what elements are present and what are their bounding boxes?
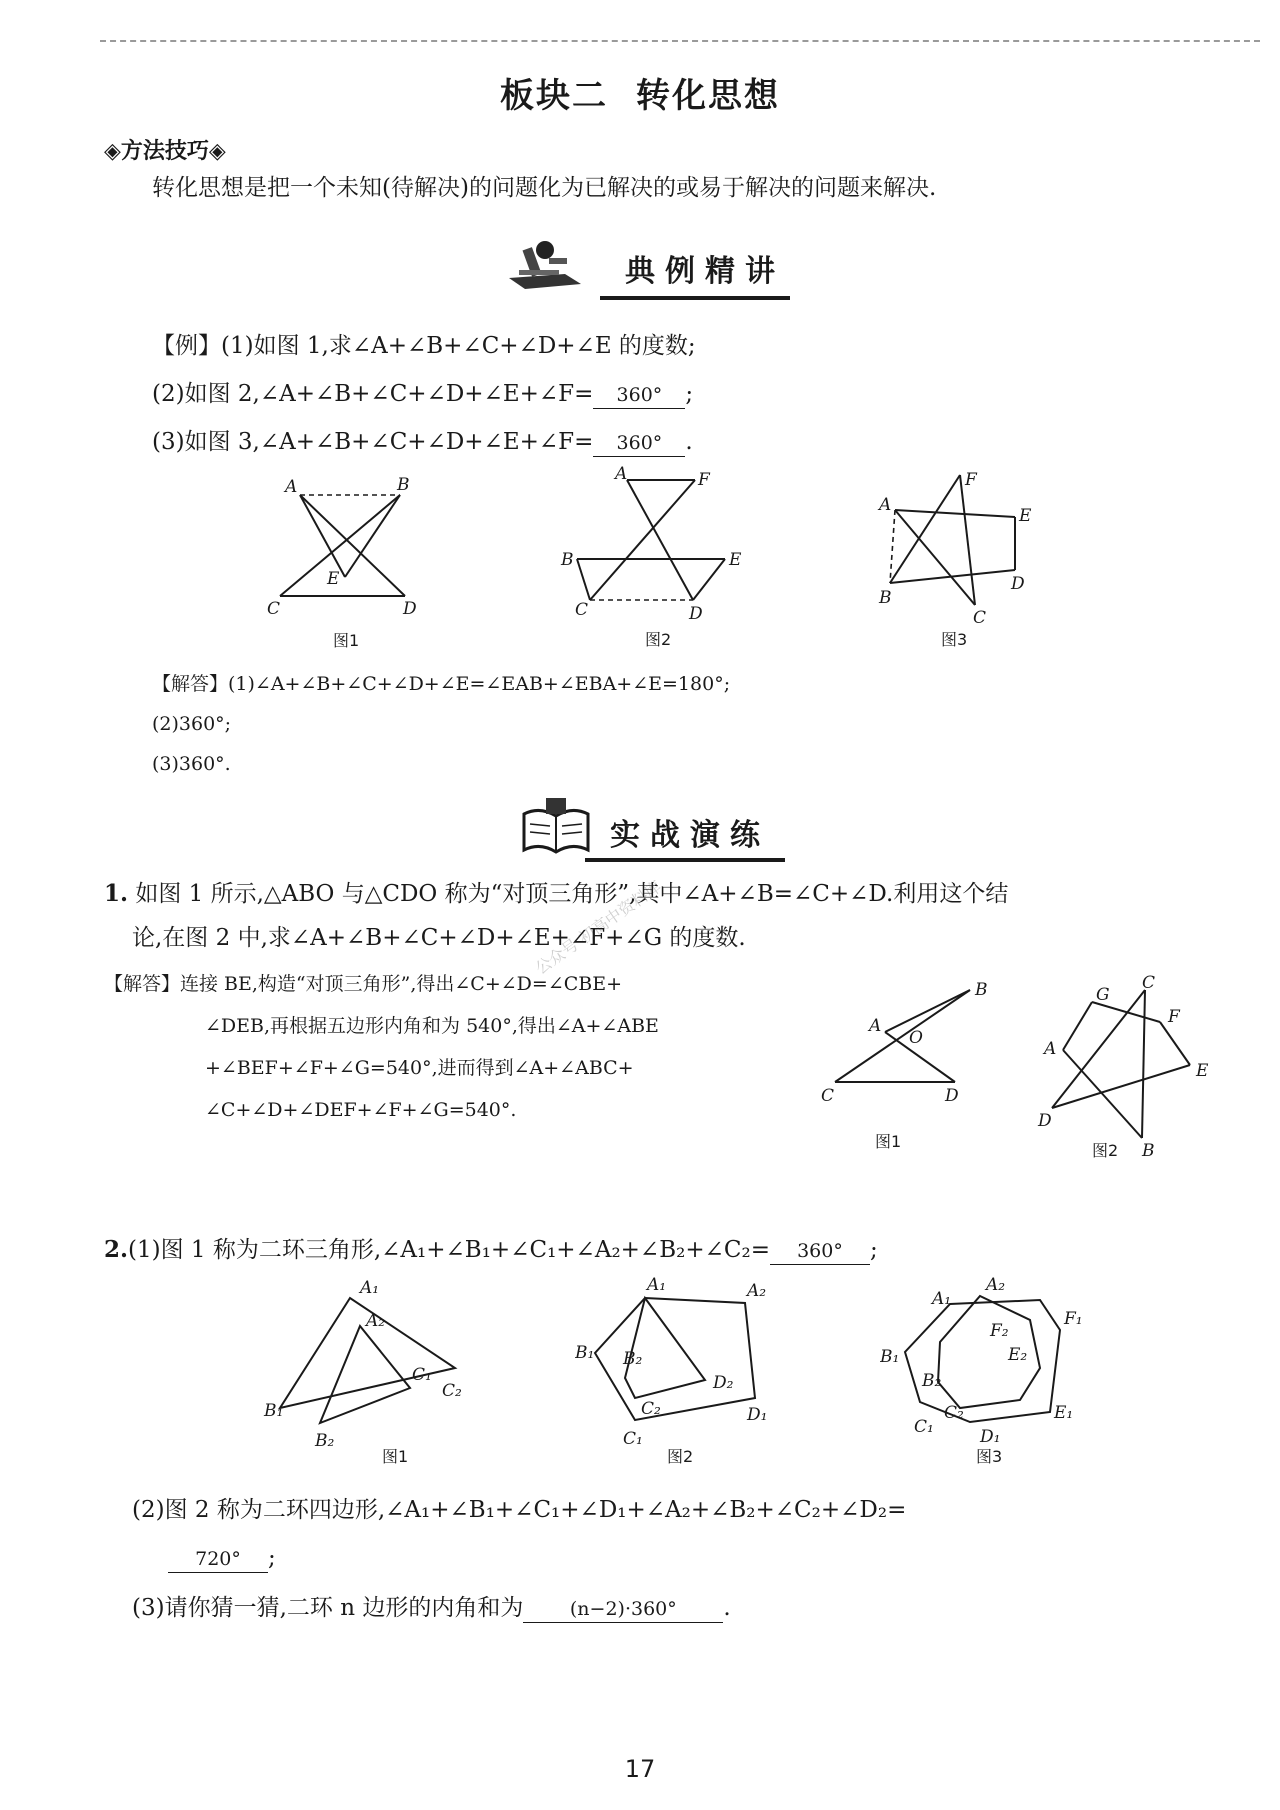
q2-fig2-label-c1: C₁	[623, 1429, 643, 1449]
example-question-3	[152, 426, 693, 458]
example-q3-answer: 360°	[593, 430, 685, 457]
question-1-line-1	[104, 878, 1008, 910]
q1-solution-line-4: ∠C+∠D+∠DEF+∠F+∠G=540°.	[205, 1099, 517, 1121]
top-dashed-rule	[100, 40, 1260, 42]
q2-fig3-label-b1: B₁	[880, 1347, 900, 1367]
q1-figure-2	[1037, 973, 1209, 1161]
q2-fig1-label-b2: B₂	[315, 1431, 335, 1451]
q2-fig2-label-a1: A₁	[647, 1275, 667, 1295]
microscope-icon	[505, 234, 585, 290]
fig3-label-d: D	[1011, 574, 1025, 594]
q2-fig3-label-f1: F₁	[1064, 1309, 1083, 1329]
q2-fig1-label-b1: B₁	[264, 1401, 284, 1421]
q2-fig1-caption: 图1	[382, 1447, 409, 1466]
example-q2-answer: 360°	[593, 382, 685, 409]
example-q3-suffix: .	[685, 429, 693, 455]
banner-title-examples: 典例精讲	[625, 254, 785, 289]
fig1-label-e: E	[327, 569, 340, 589]
q1-fig1-label-d: D	[945, 1086, 959, 1106]
example-q2-prefix: (2)如图 2,∠A+∠B+∠C+∠D+∠E+∠F=	[152, 381, 594, 407]
example-solution-line-3: (3)360°.	[152, 753, 231, 775]
question-2-part-2-suffix: ;	[268, 1545, 276, 1571]
example-figure-3	[877, 470, 1032, 649]
fig1-label-d: D	[403, 599, 417, 619]
method-text: 转化思想是把一个未知(待解决)的问题化为已解决的或易于解决的问题来解决.	[152, 175, 937, 201]
q2-fig2-label-b1: B₁	[575, 1343, 595, 1363]
section-title-part1: 板块二	[500, 76, 608, 116]
q2-fig2-label-a2: A₂	[747, 1281, 767, 1301]
fig2-label-d: D	[689, 604, 703, 624]
method-label: ◈方法技巧◈	[104, 138, 226, 164]
q1-fig1-caption: 图1	[875, 1132, 902, 1151]
fig2-caption: 图2	[645, 630, 672, 649]
example-solution-line-1: 【解答】(1)∠A+∠B+∠C+∠D+∠E=∠EAB+∠EBA+∠E=180°;	[152, 673, 731, 695]
q1-fig2-label-f: F	[1168, 1007, 1180, 1027]
section-title	[0, 68, 1280, 117]
question-1-text-1: 如图 1 所示,△ABO 与△CDO 称为“对顶三角形”,其中∠A+∠B=∠C+∠D.利用这个结	[135, 881, 1009, 907]
fig3-label-a: A	[879, 495, 892, 515]
fig1-label-c: C	[267, 599, 281, 619]
q1-fig2-label-c: C	[1142, 973, 1156, 993]
q1-fig1-label-o: O	[909, 1028, 923, 1048]
q2-figure-1	[263, 1278, 462, 1466]
example-solution-line-2: (2)360°;	[152, 713, 232, 735]
q2-fig2-caption: 图2	[667, 1447, 694, 1466]
q2-fig2-label-d2: D₂	[713, 1373, 734, 1393]
q1-fig2-label-g: G	[1096, 985, 1110, 1005]
question-2-part-1	[104, 1234, 878, 1266]
q2-fig3-label-e1: E₁	[1054, 1403, 1074, 1423]
q1-figure-1	[821, 980, 988, 1151]
example-figure-1	[255, 470, 445, 660]
fig2-label-f: F	[698, 470, 710, 490]
fig2-label-c: C	[575, 600, 589, 620]
q1-fig1-label-c: C	[821, 1086, 835, 1106]
q2-fig2-label-b2: B₂	[623, 1349, 643, 1369]
fig1-caption: 图1	[333, 631, 360, 650]
banner-title-practice: 实战演练	[610, 818, 770, 853]
question-2-part-3-answer: (n−2)·360°	[523, 1596, 723, 1623]
banner-underline	[600, 296, 790, 300]
question-2-part-3-suffix: .	[723, 1595, 731, 1621]
q1-fig2-caption: 图2	[1092, 1141, 1119, 1160]
fig3-label-f: F	[965, 470, 977, 490]
q2-fig3-label-c2: C₂	[944, 1403, 964, 1423]
example-question-2	[152, 378, 693, 410]
q2-fig3-label-c1: C₁	[914, 1417, 934, 1437]
fig3-label-c: C	[973, 608, 987, 628]
example-q2-suffix: ;	[685, 381, 694, 407]
book-icon	[520, 796, 592, 856]
example-figure-2	[560, 465, 742, 649]
q2-fig1-label-c1: C₁	[412, 1365, 432, 1385]
q2-fig1-label-a1: A₁	[360, 1278, 380, 1298]
section-title-part2: 转化思想	[636, 76, 780, 116]
q2-fig2-label-d1: D₁	[747, 1405, 768, 1425]
q1-fig2-label-e: E	[1196, 1061, 1209, 1081]
fig2-label-b: B	[561, 550, 574, 570]
q2-figure-2	[575, 1275, 767, 1466]
fig2-label-a: A	[615, 465, 628, 484]
question-2-number: 2.	[104, 1236, 129, 1263]
q1-fig2-label-a: A	[1044, 1039, 1057, 1059]
q1-fig1-label-a: A	[869, 1016, 882, 1036]
question-2-part-2-line-1: (2)图 2 称为二环四边形,∠A₁+∠B₁+∠C₁+∠D₁+∠A₂+∠B₂+∠C₂+∠D₂=	[132, 1497, 907, 1523]
example-question-1: 【例】(1)如图 1,求∠A+∠B+∠C+∠D+∠E 的度数;	[152, 333, 696, 359]
question-2-part-2-line-2	[168, 1542, 276, 1574]
question-2-part-1-suffix: ;	[869, 1237, 878, 1263]
fig2-label-e: E	[729, 550, 742, 570]
question-1-line-2: 论,在图 2 中,求∠A+∠B+∠C+∠D+∠E+∠F+∠G 的度数.	[132, 925, 746, 951]
q1-solution-line-1: 【解答】连接 BE,构造“对顶三角形”,得出∠C+∠D=∠CBE+	[104, 973, 623, 995]
question-2-part-3-text: (3)请你猜一猜,二环 n 边形的内角和为	[132, 1595, 524, 1621]
example-q3-prefix: (3)如图 3,∠A+∠B+∠C+∠D+∠E+∠F=	[152, 429, 594, 455]
question-2-part-3	[132, 1592, 731, 1624]
q2-fig3-label-f2: F₂	[990, 1321, 1009, 1341]
banner-underline-2	[585, 858, 785, 862]
watermark-text: 公众号 初高中资料库	[531, 876, 665, 979]
q1-solution-line-2: ∠DEB,再根据五边形内角和为 540°,得出∠A+∠ABE	[205, 1015, 659, 1037]
q2-fig1-label-c2: C₂	[442, 1381, 462, 1401]
q2-fig1-label-a2: A₂	[366, 1311, 386, 1331]
fig1-label-b: B	[397, 475, 410, 495]
q2-fig3-label-a2: A₂	[986, 1275, 1006, 1295]
q2-fig3-label-a1: A₁	[932, 1289, 952, 1309]
q1-fig1-label-b: B	[975, 980, 988, 1000]
fig3-caption: 图3	[941, 630, 968, 649]
q2-fig3-label-d1: D₁	[980, 1427, 1001, 1447]
q2-fig3-caption: 图3	[976, 1447, 1003, 1466]
question-2-part-2-answer: 720°	[168, 1546, 268, 1573]
fig1-label-a: A	[285, 477, 298, 497]
q1-fig2-label-b: B	[1142, 1141, 1155, 1161]
q2-fig3-label-b2: B₂	[922, 1371, 942, 1391]
page-number: 17	[624, 1755, 656, 1783]
q2-fig2-label-c2: C₂	[641, 1399, 661, 1419]
fig3-label-b: B	[879, 588, 892, 608]
question-2-part-1-text: (1)图 1 称为二环三角形,∠A₁+∠B₁+∠C₁+∠A₂+∠B₂+∠C₂=	[128, 1237, 770, 1263]
q1-fig2-label-d: D	[1038, 1111, 1052, 1131]
q2-figure-3	[880, 1275, 1083, 1466]
fig3-label-e: E	[1019, 506, 1032, 526]
question-1-number: 1.	[104, 880, 129, 907]
q2-fig3-label-e2: E₂	[1008, 1345, 1028, 1365]
question-2-part-1-answer: 360°	[770, 1238, 870, 1265]
q1-solution-line-3: +∠BEF+∠F+∠G=540°,进而得到∠A+∠ABC+	[205, 1057, 634, 1079]
